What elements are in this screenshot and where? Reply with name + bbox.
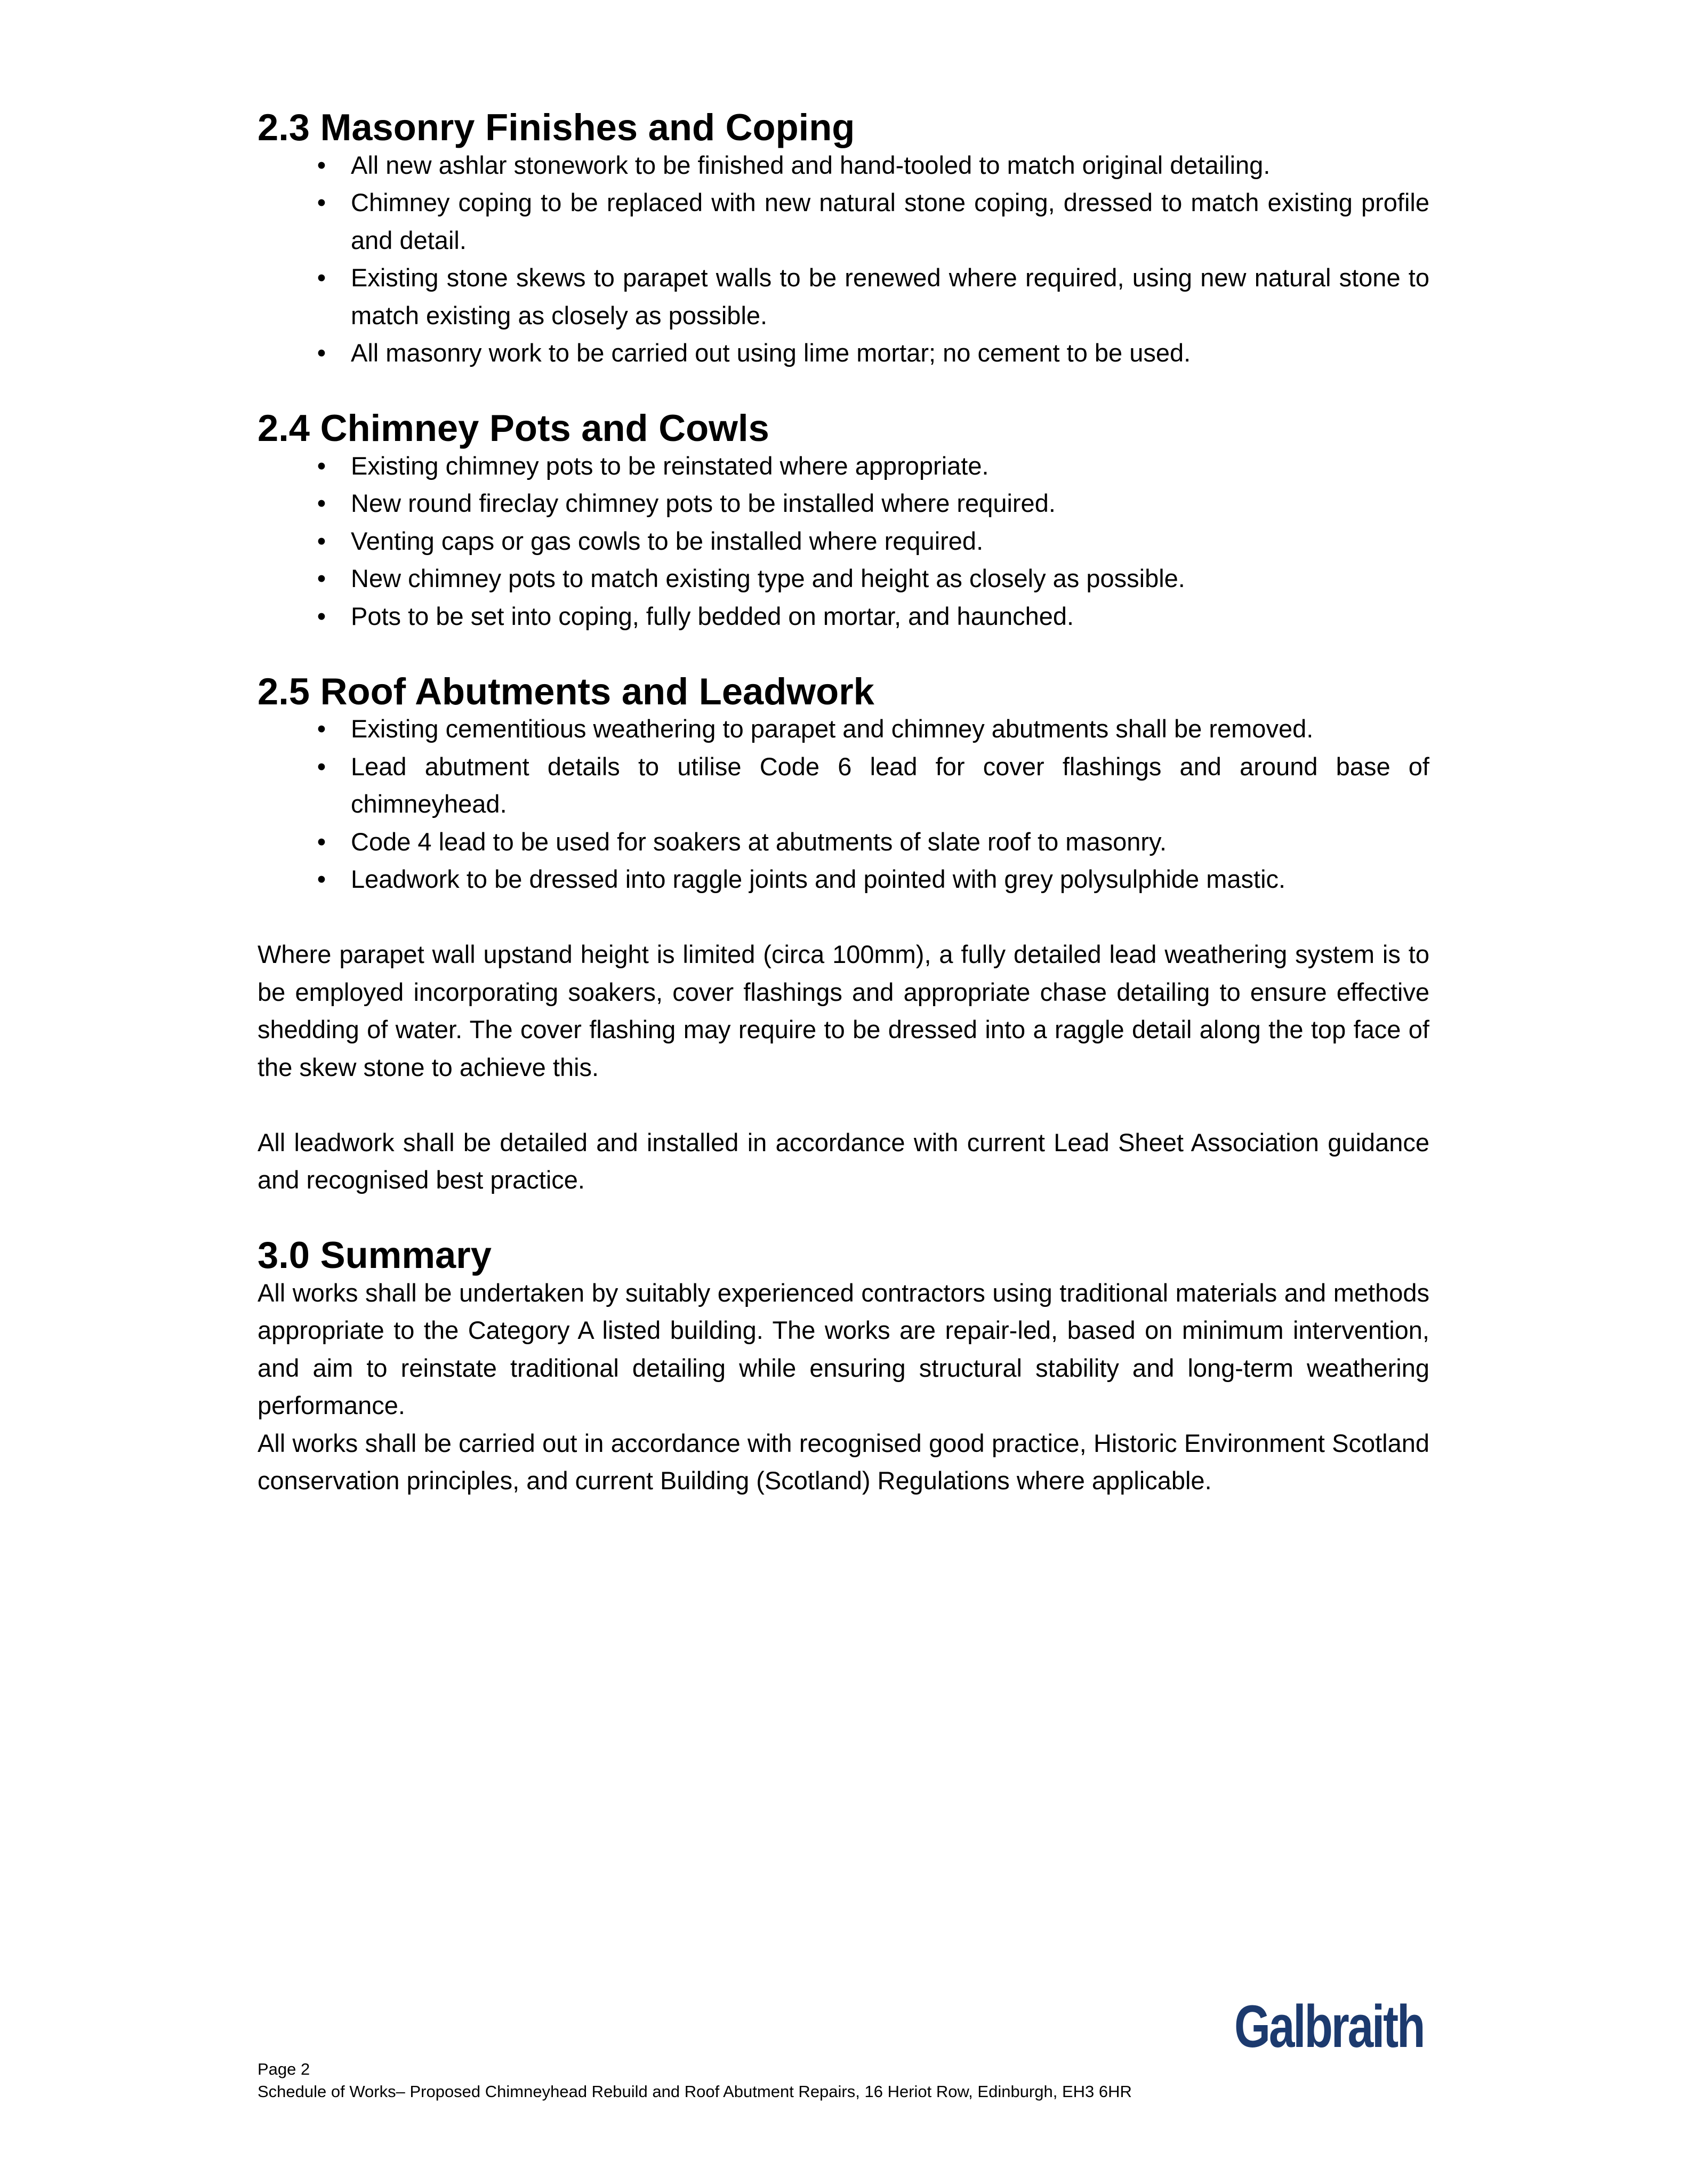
bullet-icon: • [317,526,326,555]
bullet-icon: • [317,489,326,517]
bullet-icon: • [317,714,326,743]
list-item: • Venting caps or gas cowls to be installed where required. [258,523,1429,560]
paragraph-summary-2: All works shall be carried out in accordance with recognised good practice, Historic Environment Scotland conservation principles, and current Building (Scotland) Regulations where applicable. [258,1428,1429,1495]
document-body [258,106,1429,1500]
page-number: Page 2 [258,2060,310,2078]
paragraph-lead-weathering: Where parapet wall upstand height is limited (circa 100mm), a fully detailed lead weathering system is to be employed incorporating soakers, cover flashings and appropriate chase detailing to ensure effective shedding of water. The cover flashing may require to be dressed into a raggle detail along the top face of the skew stone to achieve this. [258,940,1429,1081]
document-title-footer: Schedule of Works– Proposed Chimneyhead Rebuild and Roof Abutment Repairs, 16 Heriot Row, Edinburgh, EH3 6HR [258,2082,1132,2101]
bullet-icon: • [317,827,326,856]
bullet-list-chimney-pots [258,447,1429,636]
bullet-icon: • [317,263,326,292]
list-item: • Code 4 lead to be used for soakers at abutments of slate roof to masonry. [258,823,1429,861]
bullet-icon: • [317,188,326,216]
bullet-list-masonry [258,147,1429,372]
section-heading-masonry: 2.3 Masonry Finishes and Coping [258,106,855,148]
bullet-icon: • [317,752,326,781]
list-item: • New round fireclay chimney pots to be installed where required. [258,485,1429,523]
list-item: • Existing chimney pots to be reinstated where appropriate. [258,447,1429,485]
paragraph-summary-1: All works shall be undertaken by suitably experienced contractors using traditional materials and methods appropriate to the Category A listed building. The works are repair-led, based on minimum intervention, and aim to reinstate traditional detailing while ensuring structural stability and long-term weathering performance. [258,1278,1429,1419]
list-item: • Leadwork to be dressed into raggle joints and pointed with grey polysulphide mastic. [258,861,1429,898]
list-item: • Existing cementitious weathering to parapet and chimney abutments shall be removed. [258,710,1429,748]
bullet-icon: • [317,601,326,630]
page-footer [258,2058,1430,2103]
bullet-icon: • [317,451,326,480]
section-heading-chimney-pots: 2.4 Chimney Pots and Cowls [258,407,769,449]
section-heading-roof-abutments: 2.5 Roof Abutments and Leadwork [258,670,874,712]
list-item: • Chimney coping to be replaced with new natural stone coping, dressed to match existing profile and detail. [258,184,1429,259]
bullet-list-roof-abutments [258,710,1429,898]
bullet-icon: • [317,564,326,592]
section-heading-summary: 3.0 Summary [258,1234,492,1276]
list-item: • All new ashlar stonework to be finished and hand-tooled to match original detailing. [258,147,1429,184]
list-item: • All masonry work to be carried out using lime mortar; no cement to be used. [258,334,1429,372]
bullet-icon: • [317,150,326,179]
list-item: • Pots to be set into coping, fully bedded on mortar, and haunched. [258,598,1429,636]
list-item: • Lead abutment details to utilise Code 6 lead for cover flashings and around base of chimneyhead. [258,748,1429,823]
list-item: • Existing stone skews to parapet walls to be renewed where required, using new natural stone to match existing as closely as possible. [258,259,1429,334]
paragraph-leadwork-guidance: All leadwork shall be detailed and installed in accordance with current Lead Sheet Association guidance and recognised best practice. [258,1128,1429,1194]
bullet-icon: • [317,865,326,893]
galbraith-logo: Galbraith [1234,1993,1424,2060]
list-item: • New chimney pots to match existing type and height as closely as possible. [258,560,1429,598]
bullet-icon: • [317,339,326,367]
